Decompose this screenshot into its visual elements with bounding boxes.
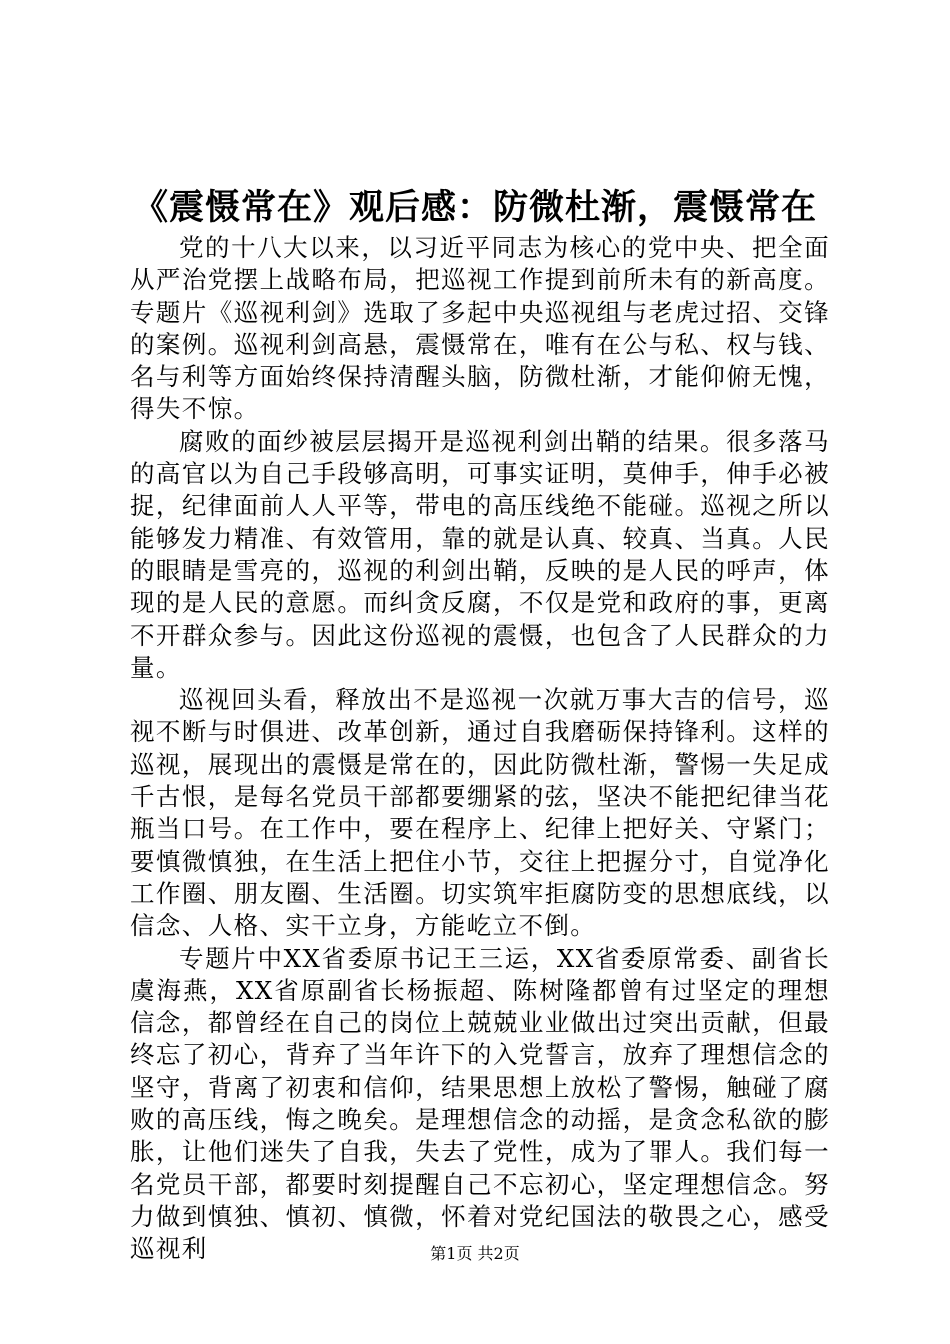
page-number-footer: 第1页 共2页 xyxy=(430,1244,520,1263)
document-title: 《震慑常在》观后感：防微杜渐，震慑常在 xyxy=(132,187,817,228)
paragraph-4: 专题片中XX省委原书记王三运，XX省委原常委、副省长虞海燕，XX省原副省长杨振超、陈树隆都曾有过坚定的理想信念，都曾经在自己的岗位上兢兢业业做出过突出贡献，但最终忘了初心，背弃了当年许下的入党誓言，放弃了理想信念的坚守，背离了初衷和信仰，结果思想上放松了警惕，触碰了腐败的高压线，悔之晚矣。是理想信念的动摇，是贪念私欲的膨胀，让他们迷失了自我，失去了党性，成为了罪人。我们每一名党员干部，都要时刻提醒自己不忘初心，坚定理想信念。努力做到慎独、慎初、慎微，怀着对党纪国法的敬畏之心，感受巡视利 xyxy=(130,943,830,1264)
document-body xyxy=(130,232,830,1266)
paragraph-2: 腐败的面纱被层层揭开是巡视利剑出鞘的结果。很多落马的高官以为自己手段够高明，可事实证明，莫伸手，伸手必被捉，纪律面前人人平等，带电的高压线绝不能碰。巡视之所以能够发力精准、有效管用，靠的就是认真、较真、当真。人民的眼睛是雪亮的，巡视的利剑出鞘，反映的是人民的呼声，体现的是人民的意愿。而纠贪反腐，不仅是党和政府的事，更离不开群众参与。因此这份巡视的震慑，也包含了人民群众的力量。 xyxy=(130,426,830,682)
paragraph-1: 党的十八大以来，以习近平同志为核心的党中央、把全面从严治党摆上战略布局，把巡视工作提到前所未有的新高度。专题片《巡视利剑》选取了多起中央巡视组与老虎过招、交锋的案例。巡视利剑高悬，震慑常在，唯有在公与私、权与钱、名与利等方面始终保持清醒头脑，防微杜渐，才能仰俯无愧，得失不惊。 xyxy=(130,233,830,424)
paragraph-3: 巡视回头看，释放出不是巡视一次就万事大吉的信号，巡视不断与时俱进、改革创新，通过自我磨砺保持锋利。这样的巡视，展现出的震慑是常在的，因此防微杜渐，警惕一失足成千古恨，是每名党员干部都要绷紧的弦，坚决不能把纪律当花瓶当口号。在工作中，要在程序上、纪律上把好关、守紧门；要慎微慎独，在生活上把住小节，交往上把握分寸，自觉净化工作圈、朋友圈、生活圈。切实筑牢拒腐防变的思想底线，以信念、人格、实干立身，方能屹立不倒。 xyxy=(130,685,830,941)
